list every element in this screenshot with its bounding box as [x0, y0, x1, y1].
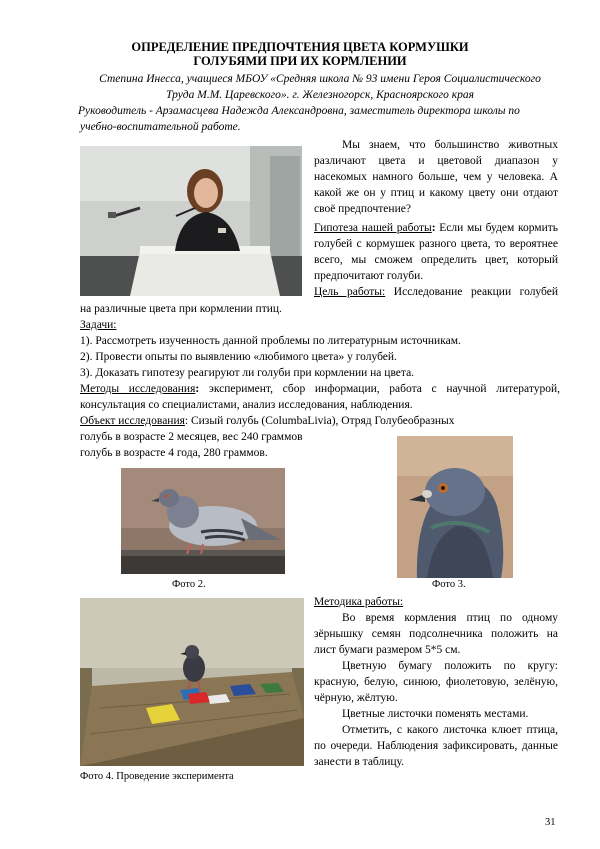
method-block	[314, 594, 558, 770]
method-paragraph-4: Отметить, с какого листочка клюет птица, по очереди. Наблюдения зафиксировать, данные занести в таблицу.	[314, 724, 558, 768]
title-line-2: ГОЛУБЯМИ ПРИ ИХ КОРМЛЕНИИ	[193, 54, 407, 68]
goal-label: Цель работы:	[314, 286, 386, 298]
method-paragraph-1: Во время кормления птиц по одному зёрнышку семян подсолнечника положить на лист бумаги размером 5*5 см.	[314, 612, 558, 656]
methods-text: эксперимент, сбор информации, работа с научной литературой, консультация со специалистами, анализ исследования, наблюдения.	[80, 383, 560, 411]
methods-label: Методы исследования	[80, 383, 196, 395]
page-number: 31	[545, 817, 556, 828]
object-line-3: голубь в возрасте 4 года, 280 граммов.	[80, 447, 268, 459]
intro-paragraph: Мы знаем, что большинство животных различают цвета и цветовой диапазон у насекомых намного больше, чем у человека. А какой же он у птиц и какому цвету они отдают своё предпочтение?	[314, 139, 558, 215]
object-text: : Сизый голубь (ColumbaLivia), Отряд Голубеобразных	[184, 415, 455, 427]
photo-speaker	[80, 146, 302, 296]
photo-pigeon-closeup	[397, 436, 513, 578]
task-item-3: 3). Доказать гипотезу реагируют ли голуби при кормлении на цвета.	[80, 367, 415, 379]
title-line-1: ОПРЕДЕЛЕНИЕ ПРЕДПОЧТЕНИЯ ЦВЕТА КОРМУШКИ	[131, 40, 469, 54]
methods-paragraph	[80, 381, 560, 413]
methods-colon: :	[195, 383, 200, 395]
object-label: Объект исследования	[80, 415, 185, 427]
hypothesis-text: Если мы будем кормить голубей с кормушек разного цвета, то вероятнее всего, мы сможем определить цвет, который предпочитают голуби.	[314, 222, 558, 282]
task-item-1: 1). Рассмотреть изученность данной проблемы по литературным источникам.	[80, 335, 461, 347]
goal-text-right: Исследование реакции голубей	[385, 286, 558, 298]
task-item-2: 2). Провести опыты по выявлению «любимого цвета» у голубей.	[80, 351, 397, 363]
method-label: Методика работы:	[314, 596, 404, 608]
authors-line-1: Степина Инесса, учащиеся МБОУ «Средняя школа № 93 имени Героя Социалистического	[99, 73, 541, 85]
object-line-2: голубь в возрасте 2 месяцев, вес 240 граммов	[80, 431, 303, 443]
photo-pigeon-ledge	[121, 468, 285, 574]
caption-photo-4: Фото 4. Проведение эксперимента	[80, 771, 234, 782]
authors-line-2: Труда М.М. Царевского». г. Железногорск, Красноярского края	[166, 89, 474, 101]
hypothesis-colon: :	[431, 222, 436, 234]
authors-line-4: учебно-воспитательной работе.	[80, 121, 241, 133]
goal-line-full: на различные цвета при кормлении птиц.	[80, 303, 282, 315]
method-paragraph-3: Цветные листочки поменять местами.	[342, 708, 529, 720]
caption-photo-3: Фото 3.	[432, 579, 466, 590]
authors-block	[80, 71, 560, 135]
authors-line-3: Руководитель - Арзамасцева Надежда Александровна, заместитель директора школы по	[78, 105, 520, 117]
tasks-block	[80, 317, 560, 381]
goal-line-right	[314, 284, 558, 300]
photo-experiment	[80, 598, 304, 766]
method-paragraph-2: Цветную бумагу положить по кругу: красную, белую, синюю, фиолетовую, зелёную, чёрную, жёлтую.	[314, 660, 558, 704]
tasks-label: Задачи:	[80, 319, 117, 331]
hypothesis-paragraph	[314, 220, 558, 284]
caption-photo-2: Фото 2.	[172, 579, 206, 590]
hypothesis-label: Гипотеза нашей работы	[314, 222, 432, 234]
paper-title	[0, 40, 600, 68]
